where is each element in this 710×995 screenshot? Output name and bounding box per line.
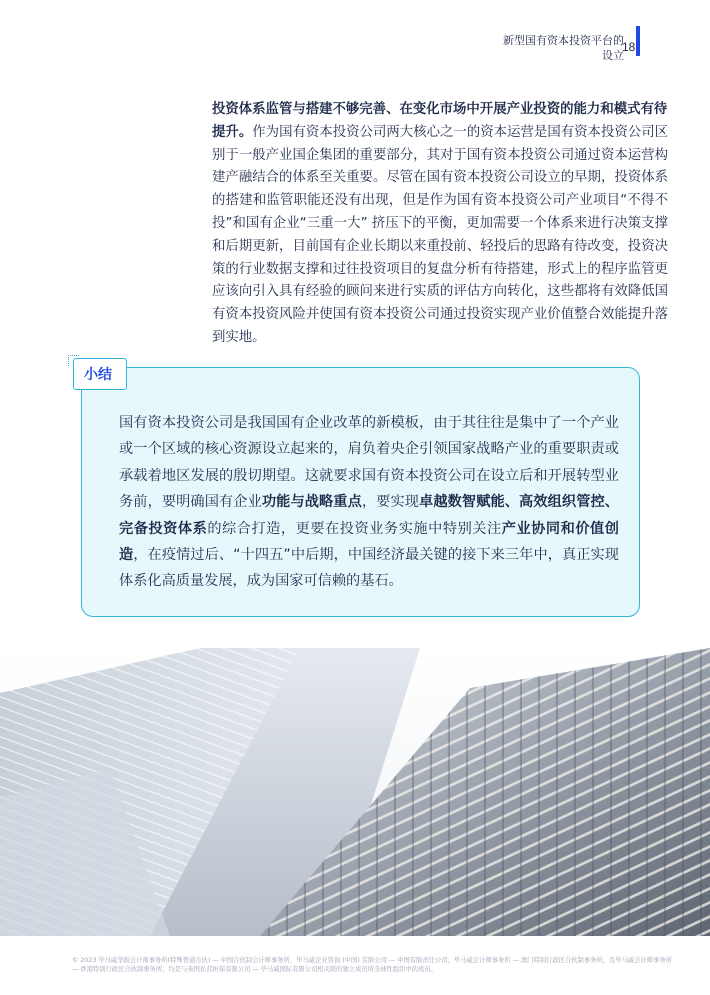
body-text: 作为国有资本投资公司两大核心之一的资本运营是国有资本投资公司区别于一般产业国企集团的重要部分，其对于国有资本投资公司通过资本运营构建产融结合的体系至关重要。尽管在国有资本投资公司设立的早期，投资体系的搭建和监管职能还没有出现，但是作为国有资本投资公司产业项目“不得不投”和国有企业“三重一大” 挤压下的平衡，更加需要一个体系来进行决策支撑和后期更新，目前国有企业长期以来重投前、轻投后的思路有待改变，投资决策的行业数据支撑和过往投资项目的复盘分析有待搭建，形式上的程序监管更应该向引入具有经验的顾问来进行实质的评估方向转化，这些都将有效降低国有资本投资风险并使国有资本投资公司通过投资实现产业价值整合效能提升落到实地。 — [212, 124, 669, 345]
page-marker-bar — [636, 26, 640, 56]
bold-lead: 投资体系监管与搭建不够完善、在变化市场中开展产业投资的能力和模式有待 — [212, 102, 668, 117]
running-header — [404, 33, 624, 63]
summary-bold-1: 功能与战略重点 — [261, 494, 362, 511]
bold-lead-end: 提升。 — [212, 124, 253, 140]
copyright-footer: © 2023 毕马威华振会计师事务所(特殊普通合伙) — 中国合伙制会计师事务所，毕马威企业咨询 (中国) 有限公司 — 中国有限责任公司，毕马威会计师事务所 — 澳门特别行政区合伙制事务所，及毕马威会计师事务所 — 香港特别行政区合伙制事务所，均是与英国私营担保有限公司 — 毕马威国际有限公司相关联的独立成员所全球性组织中的成员。 — [72, 957, 672, 973]
page-number: 18 — [622, 40, 636, 54]
summary-title: 小结 — [84, 367, 112, 383]
summary-bold-3: 产业协同和价值创造 — [119, 520, 619, 564]
body-paragraph — [212, 99, 668, 350]
summary-bold-2: 卓越数智赋能、高效组织管控、完备投资体系 — [119, 494, 619, 537]
header-title-line2: 设立 — [602, 49, 624, 62]
skyscraper-photo — [0, 648, 710, 936]
summary-paragraph: 国有资本投资公司是我国国有企业改革的新模板，由于其往往是集中了一个产业或一个区域的核心资源设立起来的，肩负着央企引领国家战略产业的重要职责或承载着地区发展的殷切期望。这就要求国有资本投资公司在设立后和开展转型业务前，要明确国有企业功能与战略重点，要实现卓越数智赋能、高效组织管控、完备投资体系的综合打造，更要在投资业务实施中特别关注产业协同和价值创造，在疫情过后、“十四五”中后期，中国经济最关键的接下来三年中，真正实现体系化高质量发展，成为国家可信赖的基石。 — [119, 415, 619, 590]
header-title-line1: 新型国有资本投资平台的 — [503, 34, 624, 47]
